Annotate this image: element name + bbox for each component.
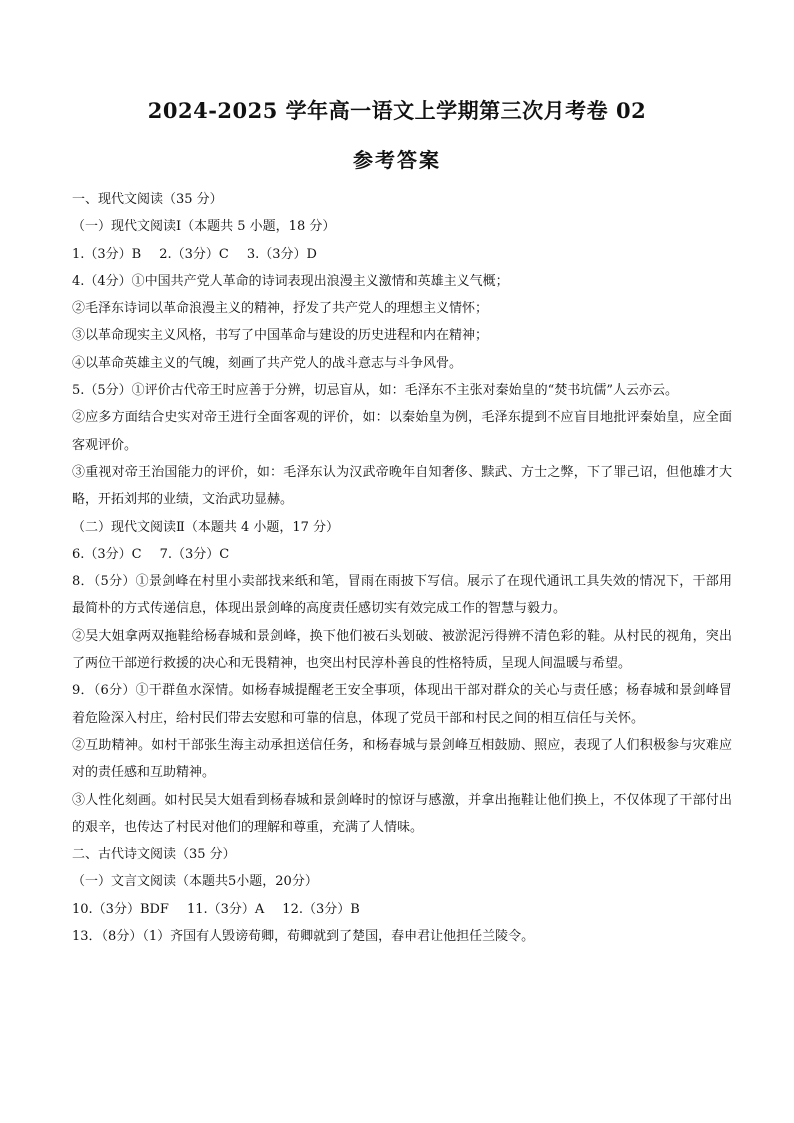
answer-12: 12.（3分）B: [282, 901, 360, 917]
answer-6: 6.（3分）C: [72, 546, 142, 562]
answer-13-part-1: 13．（8分）（1）齐国有人毁谤荀卿，荀卿就到了楚国，春申君让他担任兰陵令。: [72, 929, 535, 945]
answer-1: 1.（3分）B: [72, 246, 142, 262]
answer-3: 3.（3分）D: [246, 246, 317, 262]
answer-5-point-1: 5.（5分）①评价古代帝王时应善于分辨，切忌盲从，如：毛泽东不主张对秦始皇的“焚书坑儒”人云亦云。: [72, 383, 678, 399]
answer-10: 10.（3分）BDF: [72, 901, 169, 917]
answer-4-point-3: ③以革命现实主义风格，书写了中国革命与建设的历史进程和内在精神；: [72, 328, 489, 344]
section-heading-classical-reading: 二、古代诗文阅读（35 分）: [72, 847, 236, 863]
answer-5-point-3: ③重视对帝王治国能力的评价，如：毛泽东认为汉武帝晚年自知奢侈、黩武、方士之弊，下了罪己诏，但他雄才大略，开拓刘邦的业绩，文治武功显赫。: [72, 464, 732, 508]
answer-7: 7.（3分）C: [159, 546, 230, 562]
answer-11: 11.（3分）A: [186, 901, 265, 917]
answers-10-12: [72, 896, 732, 923]
answer-9-point-2: ②互助精神。如村干部张生海主动承担送信任务，和杨春城与景剑峰互相鼓励、照应，表现了人们积极参与灾难应对的责任感和互助精神。: [72, 737, 732, 781]
answer-8-point-1: 8．（5分）①景剑峰在村里小卖部找来纸和笔，冒雨在雨披下写信。展示了在现代通讯工具失效的情况下，干部用最简朴的方式传递信息，体现出景剑峰的高度责任感切实有效完成工作的智慧与毅力。: [72, 574, 732, 617]
answers-6-7: [72, 541, 732, 568]
part-heading-classical-prose: （一）文言文阅读（本题共5小题，20分）: [72, 874, 318, 890]
part-heading-modern-reading-1: （一）现代文阅读Ⅰ（本题共 5 小题，18 分）: [72, 219, 336, 235]
document-title: 2024-2025 学年高一语文上学期第三次月考卷 02: [147, 98, 647, 123]
answer-4-point-2: ②毛泽东诗词以革命浪漫主义的精神，抒发了共产党人的理想主义情怀；: [72, 301, 489, 317]
answer-8-point-2: ②吴大姐拿两双拖鞋给杨春城和景剑峰，换下他们被石头划破、被淤泥污得辨不清色彩的鞋。从村民的视角，突出了两位干部逆行救援的决心和无畏精神，也突出村民淳朴善良的性格特质，呈现人间温暖与希望。: [72, 628, 732, 672]
answers-1-3: [72, 241, 732, 268]
answer-4-point-4: ④以革命英雄主义的气魄，刻画了共产党人的战斗意志与斗争风骨。: [72, 355, 463, 371]
answer-9-point-1: 9．（6分）①干群鱼水深情。如杨春城提醒老王安全事项，体现出干部对群众的关心与责任感；杨春城和景剑峰冒着危险深入村庄，给村民们带去安慰和可靠的信息，体现了党员干部和村民之间的相互信任与关怀。: [72, 683, 732, 726]
document-subtitle: 参考答案: [353, 148, 441, 172]
answer-5-point-2: ②应多方面结合史实对帝王进行全面客观的评价，如：以秦始皇为例，毛泽东提到不应盲目地批评秦始皇，应全面客观评价。: [72, 410, 732, 453]
answer-4-point-1: 4.（4分）①中国共产党人革命的诗词表现出浪漫主义激情和英雄主义气概；: [72, 273, 509, 289]
answer-9-point-3: ③人性化刻画。如村民吴大姐看到杨春城和景剑峰时的惊讶与感激，并拿出拖鞋让他们换上，不仅体现了干部付出的艰辛，也传达了村民对他们的理解和尊重，充满了人情味。: [72, 792, 732, 835]
section-heading-modern-reading: 一、现代文阅读（35 分）: [72, 192, 223, 207]
answer-content: [72, 186, 732, 950]
part-heading-modern-reading-2: （二）现代文阅读Ⅱ（本题共 4 小题，17 分）: [72, 519, 340, 535]
answer-2: 2.（3分）C: [159, 246, 229, 262]
